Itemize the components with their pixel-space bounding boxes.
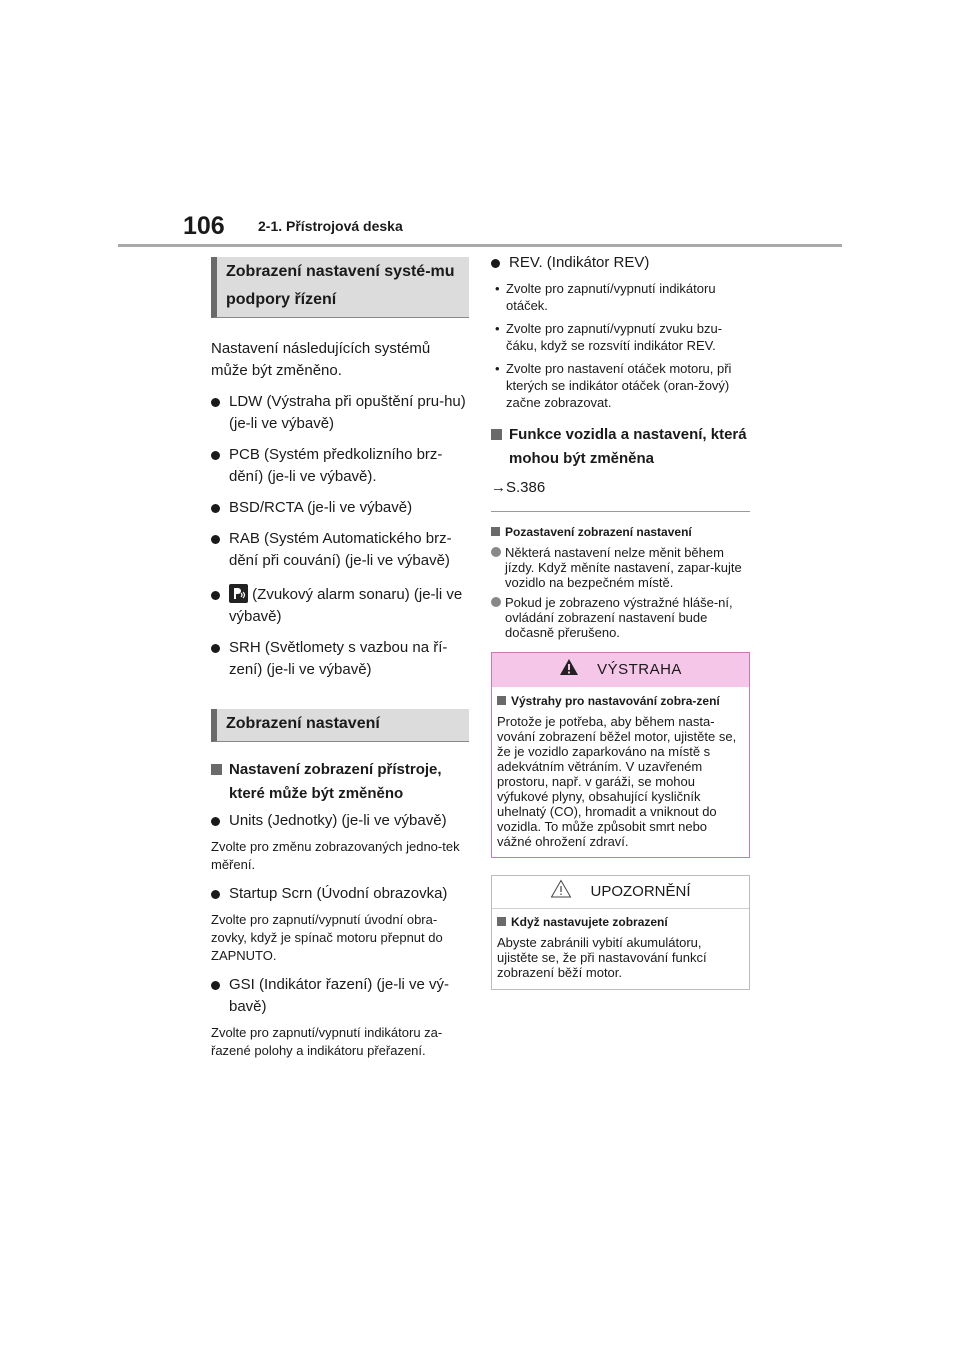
- list-item: LDW (Výstraha při opuštění pru-hu) (je-li ve výbavě): [211, 391, 469, 435]
- right-column: [491, 252, 750, 990]
- list-item: SRH (Světlomety s vazbou na ří-zení) (je-li ve výbavě): [211, 637, 469, 681]
- header-divider: [118, 244, 842, 247]
- list-item: PCB (Systém předkolizního brz-dění) (je-li ve výbavě).: [211, 444, 469, 488]
- page-reference[interactable]: →S.386: [491, 479, 546, 496]
- circle-bullet-icon: [491, 547, 501, 557]
- warning-subheading: Výstrahy pro nastavování zobra-zení: [497, 693, 743, 709]
- bullet-icon: [491, 259, 500, 268]
- warning-header: VÝSTRAHA: [492, 653, 749, 687]
- caution-text: Abyste zabránili vybití akumulátoru, ujistěte se, že při nastavování funkcí zobrazení běží motor.: [497, 935, 707, 980]
- list-item: Units (Jednotky) (je-li ve výbavě): [211, 810, 469, 832]
- square-bullet-icon: [497, 696, 506, 705]
- square-bullet-icon: [211, 764, 222, 775]
- sub-list-item: • Zvolte pro nastavení otáček motoru, při kterých se indikátor otáček (oran-žový) začne zobrazovat.: [495, 361, 732, 410]
- bullet-icon: [211, 981, 220, 990]
- item-description: Zvolte pro zapnutí/vypnutí indikátoru za-řazené polohy a indikátoru přeřazení.: [211, 1025, 443, 1058]
- square-bullet-icon: [491, 527, 500, 536]
- warning-text: Protože je potřeba, aby během nasta-vování zobrazení běžel motor, ujistěte se, že je vozidlo zaparkováno na místě s adekvátním větráním. V uzavřeném prostoru, např. v garáži, se mohou výfukové plyny, obsahující kysličník uhelnatý (CO), hromadit a vniknout do vozidla. To může způsobit smrt nebo vážné ohrožení zdraví.: [497, 714, 737, 849]
- square-bullet-icon: [497, 917, 506, 926]
- left-column: [211, 257, 469, 1060]
- bullet-icon: [211, 817, 220, 826]
- sub-list-item: • Zvolte pro zapnutí/vypnutí zvuku bzu-čáku, když se rozsvítí indikátor REV.: [495, 321, 723, 353]
- bullet-icon: [211, 644, 220, 653]
- caution-box: [491, 875, 750, 990]
- note-heading: Pozastavení zobrazení nastavení: [491, 524, 750, 540]
- caution-subheading: Když nastavujete zobrazení: [497, 914, 743, 930]
- circle-bullet-icon: [491, 597, 501, 607]
- bullet-icon: [211, 890, 220, 899]
- arrow-icon: →: [491, 479, 506, 496]
- subheading: Funkce vozidla a nastavení, která mohou být změněna: [491, 423, 750, 471]
- heading-settings-display: Zobrazení nastavení: [211, 709, 469, 742]
- list-item: Startup Scrn (Úvodní obrazovka): [211, 883, 469, 905]
- bullet-icon: [211, 535, 220, 544]
- sub-list-item: • Zvolte pro zapnutí/vypnutí indikátoru otáček.: [495, 281, 716, 313]
- sonar-alarm-icon: [229, 584, 248, 603]
- bullet-icon: [211, 451, 220, 460]
- bullet-icon: [211, 591, 220, 600]
- warning-triangle-icon: [559, 658, 579, 683]
- list-item: GSI (Indikátor řazení) (je-li ve vý-bavě): [211, 974, 469, 1018]
- divider: [491, 511, 750, 512]
- list-item-sonar: (Zvukový alarm sonaru) (je-li ve výbavě): [211, 584, 469, 628]
- warning-box: [491, 652, 750, 858]
- subheading: Nastavení zobrazení přístroje, které může být změněno: [211, 758, 469, 806]
- list-item: RAB (Systém Automatického brz-dění při couvání) (je-li ve výbavě): [211, 528, 469, 572]
- note-item: Pokud je zobrazeno výstražné hláše-ní, ovládání zobrazení nastavení bude dočasně přerušeno.: [491, 595, 750, 640]
- square-bullet-icon: [491, 429, 502, 440]
- bullet-icon: [211, 398, 220, 407]
- note-item: Některá nastavení nelze měnit během jízdy. Když měníte nastavení, zapar-kujte vozidlo na bezpečném místě.: [491, 545, 750, 590]
- caution-header: UPOZORNĚNÍ: [492, 876, 749, 909]
- item-description: Zvolte pro zapnutí/vypnutí úvodní obra-zovky, když je spínač motoru přepnut do ZAPNUTO.: [211, 912, 443, 963]
- caution-triangle-icon: [550, 879, 572, 905]
- list-item: BSD/RCTA (je-li ve výbavě): [211, 497, 469, 519]
- section-title: 2-1. Přístrojová deska: [258, 218, 403, 234]
- heading-driving-support: Zobrazení nastavení systé-mu podpory řízení: [211, 257, 469, 318]
- intro-text: Nastavení následujících systémů může být změněno.: [211, 340, 431, 379]
- bullet-icon: [211, 504, 220, 513]
- item-description: Zvolte pro změnu zobrazovaných jedno-tek měření.: [211, 839, 460, 872]
- page-number: 106: [183, 212, 225, 240]
- list-item: REV. (Indikátor REV): [491, 252, 750, 274]
